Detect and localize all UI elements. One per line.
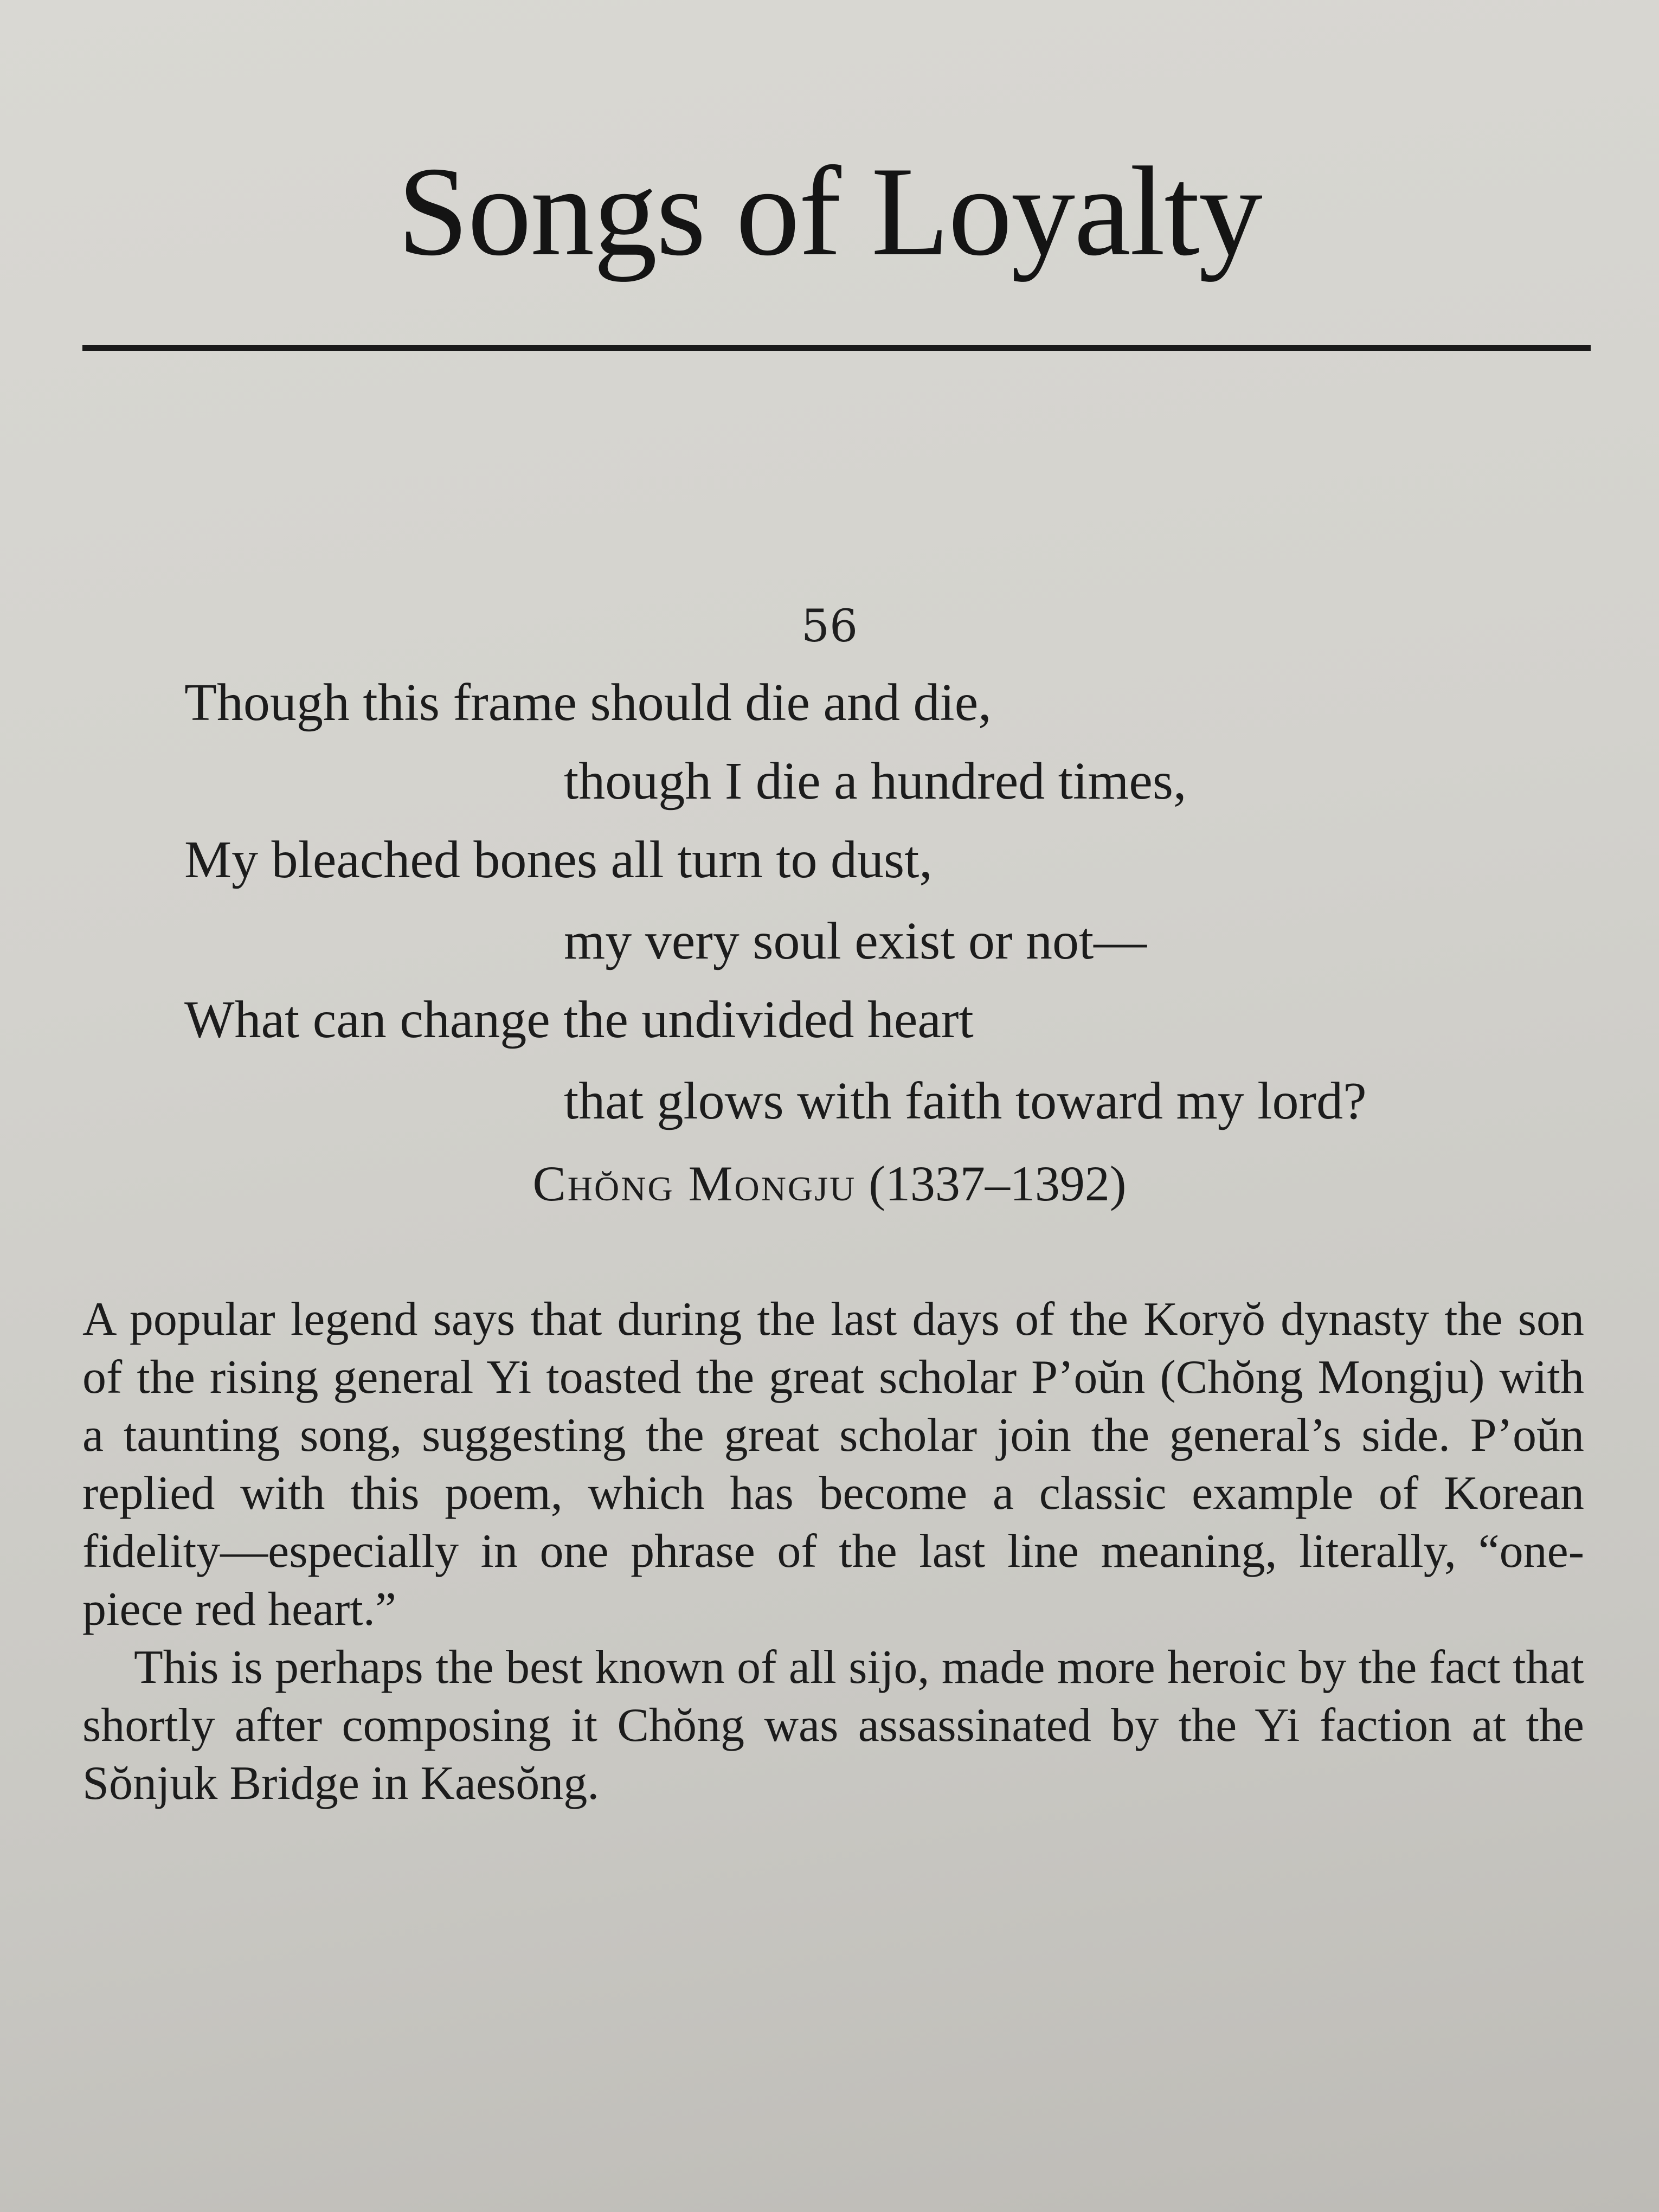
commentary-paragraph-1: A popular legend says that during the last days of the Koryŏ dynasty the son of the rising general Yi toasted the great scholar P’oŭn (Chŏng Mongju) with a taunting song, suggesting the great scholar join the general’s side. P’oŭn replied with this poem, which has become a classic example of Korean fidelity—especially in one phrase of the last line meaning, literally, “one-piece red heart.” <box>82 1293 1584 1636</box>
poem-line-5: What can change the undivided heart <box>184 991 974 1049</box>
poem-line-6: that glows with faith toward my lord? <box>564 1072 1367 1130</box>
poem-line-2: though I die a hundred times, <box>564 752 1187 811</box>
poem-attribution <box>0 1155 1659 1212</box>
poem-line-3: My bleached bones all turn to dust, <box>184 831 933 889</box>
title-rule-divider <box>82 345 1591 351</box>
page-title: Songs of Loyalty <box>397 141 1262 282</box>
author-dates: (1337–1392) <box>869 1156 1127 1211</box>
commentary <box>82 1290 1584 1812</box>
poem-line-4: my very soul exist or not— <box>564 912 1147 970</box>
commentary-paragraph-2: This is perhaps the best known of all sijo, made more heroic by the fact that shortly after composing it Chŏng was assassinated by the Yi faction at the Sŏnjuk Bridge in Kaesŏng. <box>82 1641 1584 1810</box>
poem-number: 56 <box>801 601 858 652</box>
poem-line-1: Though this frame should die and die, <box>184 673 992 732</box>
author-name: Chŏng Mongju <box>532 1156 857 1211</box>
